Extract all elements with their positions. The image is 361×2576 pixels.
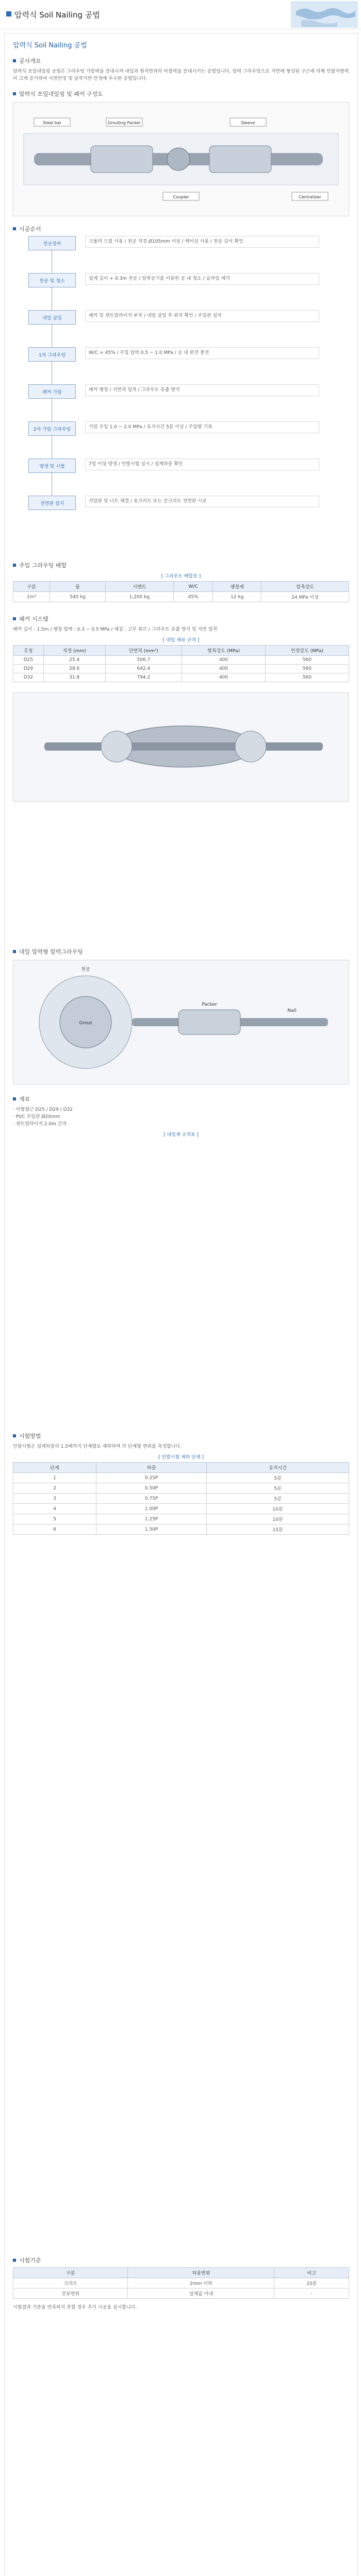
testing-heading-text: 시험방법 bbox=[19, 1433, 41, 1439]
final-heading-text: 시험기준 bbox=[19, 2257, 41, 2264]
final-heading bbox=[13, 2256, 349, 2264]
header-title: 압력식 Soil Nailing 공법 bbox=[14, 10, 100, 20]
procedure-step: 네일 삽입 bbox=[28, 310, 76, 325]
table-cell: 0.50P bbox=[96, 1483, 206, 1494]
structure-label: Centralizer bbox=[299, 195, 321, 199]
table-row bbox=[13, 673, 349, 682]
steel-heading-text: 네일 압력형 압력그라우팅 bbox=[19, 948, 83, 955]
bullet-icon bbox=[13, 1434, 16, 1437]
procedure-step-desc: 패커 팽창 / 지반과 밀착 / 그라우트 유출 방지 bbox=[85, 384, 319, 396]
table-header-cell: 팽창제 bbox=[213, 582, 261, 592]
procedure-step-desc: 지압판 및 너트 체결 / 숏크리트 또는 콘크리트 전면판 시공 bbox=[85, 496, 319, 507]
table-row bbox=[13, 1483, 349, 1494]
procedure-step: 1차 그라우팅 bbox=[28, 347, 76, 362]
testing-text: 인발시험은 설계하중의 1.5배까지 단계별로 재하하며 각 단계별 변위를 측정합니다. bbox=[13, 1444, 182, 1449]
pressure-grout-svg bbox=[13, 960, 349, 1083]
bullet-icon bbox=[13, 617, 16, 620]
grout-diagram-label: Nail bbox=[287, 1008, 297, 1013]
app-header bbox=[0, 0, 361, 29]
table-header-cell: 단계 bbox=[13, 1463, 96, 1473]
procedure-flowchart bbox=[13, 236, 349, 545]
grout-diagram-label: 천공 bbox=[81, 967, 90, 972]
table-row bbox=[13, 1514, 349, 1524]
final-note: 시험결과 기준을 만족하지 못할 경우 추가 시공을 실시합니다. bbox=[13, 2305, 137, 2310]
material-heading-text: 재료 bbox=[19, 1096, 30, 1103]
final-table-header bbox=[13, 2268, 349, 2278]
procedure-step-desc: 가압 주입 1.0 ~ 2.0 MPa / 유지시간 5분 이상 / 주입량 기록 bbox=[85, 421, 319, 433]
procedure-step: 패커 가압 bbox=[28, 384, 76, 399]
table-cell: 1,200 kg bbox=[105, 592, 173, 602]
overview-heading bbox=[13, 57, 349, 65]
material-item: · PVC 주입관 Ø20mm bbox=[13, 1114, 60, 1120]
structure-label: Sleeve bbox=[241, 121, 255, 125]
final-table bbox=[13, 2267, 349, 2299]
table-cell: 1.00P bbox=[96, 1504, 206, 1514]
grout-diagram-label: Packer bbox=[202, 1002, 217, 1007]
procedure-step: 천공장비 bbox=[28, 236, 76, 250]
table-cell: 560 bbox=[266, 665, 349, 673]
packer-heading bbox=[13, 615, 349, 623]
table-cell: 1 bbox=[13, 1473, 96, 1483]
table-header-cell: 압축강도 bbox=[261, 582, 349, 592]
table-row bbox=[13, 1494, 349, 1504]
packer-photo bbox=[13, 692, 349, 802]
table-cell: 540 kg bbox=[50, 592, 106, 602]
table-cell: 10분 bbox=[207, 1504, 349, 1514]
table-header-cell: 직경 (mm) bbox=[43, 646, 105, 656]
world-map-icon bbox=[291, 1, 358, 28]
bullet-icon bbox=[13, 2259, 16, 2262]
table-cell: D32 bbox=[13, 673, 44, 682]
packer-shape bbox=[209, 146, 271, 173]
procedure-step: 2차 가압 그라우팅 bbox=[28, 421, 76, 436]
structure-label: Coupler bbox=[173, 195, 189, 199]
table-cell: 5분 bbox=[207, 1483, 349, 1494]
spec-table-caption: [ 네일 재료 규격 ] bbox=[162, 638, 200, 643]
table-row bbox=[13, 1504, 349, 1514]
table-cell: 400 bbox=[182, 665, 266, 673]
procedure-step-desc: 패커 및 센트럴라이저 부착 / 네일 삽입 후 위치 확인 / 주입관 설치 bbox=[85, 310, 319, 322]
page-title: 압력식 Soil Nailing 공법 bbox=[13, 42, 87, 49]
grout-heading bbox=[13, 561, 349, 569]
table-cell: 2mm 이하 bbox=[128, 2278, 274, 2289]
testing-table-body bbox=[13, 1473, 349, 1535]
grout-table-caption: [ 그라우트 배합표 ] bbox=[161, 574, 201, 579]
table-cell: 24 MPa 이상 bbox=[261, 592, 349, 602]
content-frame bbox=[4, 33, 358, 2576]
structure-heading-text: 압력식 쏘일네일링 및 패커 구성도 bbox=[19, 91, 103, 97]
table-header-cell: 항복강도 (MPa) bbox=[182, 646, 266, 656]
table-cell: 1.50P bbox=[96, 1524, 206, 1535]
table-cell: 1m³ bbox=[13, 592, 50, 602]
structure-label: Steel bar bbox=[42, 121, 62, 125]
procedure-step-desc: 설계 길이 + 0.3m 천공 / 압축공기를 이용한 공 내 청소 / 슬라임 제거 bbox=[85, 273, 319, 285]
table-cell: 잔류변위 bbox=[13, 2289, 128, 2299]
table-cell: 설계값 이내 bbox=[128, 2289, 274, 2299]
table-header-cell: 물 bbox=[50, 582, 106, 592]
table-cell: 12 kg bbox=[213, 592, 261, 602]
bullet-icon bbox=[13, 92, 16, 95]
table-row bbox=[13, 1524, 349, 1535]
grout-diagram-label: Grout bbox=[79, 1021, 92, 1026]
table-header-cell: 시멘트 bbox=[105, 582, 173, 592]
table-row bbox=[13, 2278, 349, 2289]
spec-table-body bbox=[13, 656, 349, 682]
table-header-cell: 인장강도 (MPa) bbox=[266, 646, 349, 656]
table-row bbox=[13, 665, 349, 673]
material-item: · 이형철근 D25 / D29 / D32 bbox=[13, 1107, 73, 1112]
table-cell: 3 bbox=[13, 1494, 96, 1504]
table-cell: 506.7 bbox=[105, 656, 182, 665]
table-row bbox=[13, 1473, 349, 1483]
procedure-step-desc: 7일 이상 양생 / 인발시험 실시 / 설계하중 확인 bbox=[85, 459, 319, 470]
nail-structure-diagram bbox=[13, 102, 349, 216]
grout-table-row bbox=[13, 592, 349, 602]
table-header-cell: 호칭 bbox=[13, 646, 44, 656]
grout-table-header bbox=[13, 582, 349, 592]
table-cell: 31.8 bbox=[43, 673, 105, 682]
spec-table-header bbox=[13, 646, 349, 656]
overview-text: 압력식 쏘일네일링 공법은 그라우팅 가압력을 증대시켜 네일과 원지반과의 마찰력을 증대시키는 공법입니다. 압력 그라우팅으로 지반에 형성된 구근에 의해 인발저항력이 크게 증가하여 사면안정 및 굴착지반 안정에 우수한 공법입니다. bbox=[13, 69, 349, 81]
procedure-step: 전면판 설치 bbox=[28, 496, 76, 510]
table-cell: 5 bbox=[13, 1514, 96, 1524]
table-cell: 560 bbox=[266, 656, 349, 665]
procedure-step: 천공 및 청소 bbox=[28, 273, 76, 287]
grout-table bbox=[13, 581, 349, 602]
table-row bbox=[13, 2289, 349, 2299]
material-heading bbox=[13, 1095, 349, 1103]
table-cell: 6 bbox=[13, 1524, 96, 1535]
table-cell: D25 bbox=[13, 656, 44, 665]
testing-caption: [ 인발시험 재하 단계 ] bbox=[158, 1455, 204, 1460]
table-cell: 25.4 bbox=[43, 656, 105, 665]
table-cell: 45% bbox=[173, 592, 213, 602]
procedure-heading bbox=[13, 225, 349, 233]
material-list bbox=[13, 1106, 349, 1128]
structure-label: Grouting Packer bbox=[108, 121, 141, 125]
table-header-cell: 유지시간 bbox=[207, 1463, 349, 1473]
procedure-step-desc: 크롤러 드릴 사용 / 천공 직경 Ø105mm 이상 / 케이싱 사용 / 천공 깊이 확인 bbox=[85, 236, 319, 248]
procedure-step-desc: W/C = 45% / 주입 압력 0.5 ~ 1.0 MPa / 공 내 완전 충전 bbox=[85, 347, 319, 359]
coupler-shape bbox=[167, 148, 190, 171]
table-cell: 크리프 bbox=[13, 2278, 128, 2289]
table-header-cell: 구분 bbox=[13, 582, 50, 592]
table-header-cell: 단면적 (mm²) bbox=[105, 646, 182, 656]
table-cell: 10분 bbox=[207, 1514, 349, 1524]
table-cell: 28.6 bbox=[43, 665, 105, 673]
packer-photo-svg bbox=[13, 693, 349, 800]
title-marker-icon bbox=[6, 11, 11, 16]
pressure-grout-diagram bbox=[13, 960, 349, 1084]
table-cell: - bbox=[274, 2289, 349, 2299]
table-cell: 2 bbox=[13, 1483, 96, 1494]
nail-diagram-svg bbox=[13, 103, 349, 215]
grout-heading-text: 주입 그라우팅 배합 bbox=[19, 562, 67, 569]
table-header-cell: W/C bbox=[173, 582, 213, 592]
material-caption: [ 네일재 규격표 ] bbox=[163, 1132, 199, 1138]
table-cell: 10분 bbox=[274, 2278, 349, 2289]
testing-heading bbox=[13, 1432, 349, 1440]
table-cell: 0.25P bbox=[96, 1473, 206, 1483]
table-header-cell: 하중 bbox=[96, 1463, 206, 1473]
table-row bbox=[13, 656, 349, 665]
bullet-icon bbox=[13, 59, 16, 62]
bullet-icon bbox=[13, 1097, 16, 1100]
table-cell: 560 bbox=[266, 673, 349, 682]
table-cell: 1.25P bbox=[96, 1514, 206, 1524]
procedure-heading-text: 시공순서 bbox=[19, 226, 41, 232]
packer-text: 패커 길이 : 1.5m / 팽창 압력 : 0.3 ~ 0.5 MPa / 재질 : 고무 튜브 / 그라우트 유출 방지 및 지반 밀착 bbox=[13, 627, 218, 632]
packer-heading-text: 패커 시스템 bbox=[19, 616, 48, 622]
structure-heading bbox=[13, 90, 349, 98]
table-cell: 642.4 bbox=[105, 665, 182, 673]
table-cell: 5분 bbox=[207, 1473, 349, 1483]
table-header-cell: 허용변위 bbox=[128, 2268, 274, 2278]
table-cell: 400 bbox=[182, 673, 266, 682]
bullet-icon bbox=[13, 564, 16, 567]
steel-heading bbox=[13, 947, 349, 956]
material-item: · 센트럴라이저 2.0m 간격 bbox=[13, 1122, 67, 1127]
table-cell: D29 bbox=[13, 665, 44, 673]
table-cell: 400 bbox=[182, 656, 266, 665]
table-header-cell: 비고 bbox=[274, 2268, 349, 2278]
world-map-decoration bbox=[291, 1, 358, 28]
testing-table bbox=[13, 1462, 349, 1535]
final-table-body bbox=[13, 2278, 349, 2299]
testing-table-header bbox=[13, 1463, 349, 1473]
spec-table bbox=[13, 645, 349, 682]
table-cell: 794.2 bbox=[105, 673, 182, 682]
packer-shape bbox=[91, 146, 153, 173]
table-cell: 4 bbox=[13, 1504, 96, 1514]
procedure-step: 양생 및 시험 bbox=[28, 459, 76, 473]
bullet-icon bbox=[13, 950, 16, 953]
bullet-icon bbox=[13, 227, 16, 230]
table-cell: 5분 bbox=[207, 1494, 349, 1504]
table-header-cell: 구분 bbox=[13, 2268, 128, 2278]
overview-heading-text: 공사개요 bbox=[19, 58, 41, 64]
table-cell: 15분 bbox=[207, 1524, 349, 1535]
table-cell: 0.75P bbox=[96, 1494, 206, 1504]
